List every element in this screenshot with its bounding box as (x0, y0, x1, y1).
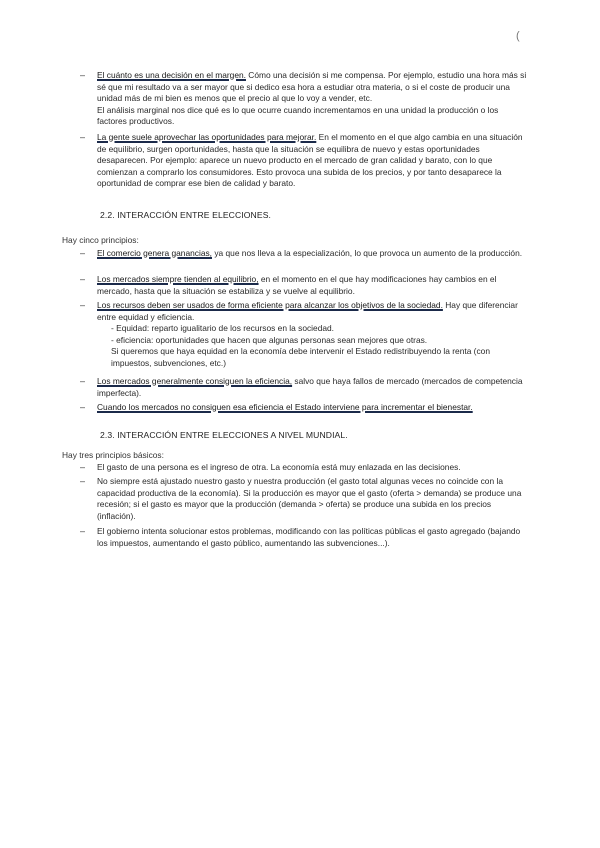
list-item (97, 526, 527, 549)
section-heading: 2.2. INTERACCIÓN ENTRE ELECCIONES. (100, 210, 272, 220)
bullet-dash: – (80, 248, 86, 258)
list-item (97, 70, 527, 128)
list-item (97, 274, 527, 297)
principle-text: en el momento en el que hay modificaciones hay cambios en el mercado, hasta que la situación se estabiliza y se vuelve al equilibrio. (97, 274, 497, 296)
principle-title: No siempre está ajustado nuestro gasto y nuestra producción (97, 476, 326, 486)
bullet-dash: – (80, 70, 86, 80)
corner-mark: ( (516, 30, 520, 42)
section-heading: 2.3. INTERACCIÓN ENTRE ELECCIONES A NIVEL MUNDIAL. (100, 430, 348, 440)
bullet-dash: – (80, 476, 86, 486)
principle-title: La gente suele aprovechar las oportunidades para mejorar. (97, 132, 317, 142)
principle-title: El cuánto es una decisión en el margen. (97, 70, 246, 80)
principle-text: (el gasto total algunas veces no coincide con la capacidad productiva de la economía). Si la producción es mayor que el gasto (oferta > demanda) se produce una recesión; si el gasto es mayor que la producción (demanda > oferta) se produce una subida en los precios (inflación). (97, 476, 522, 521)
principle-text: La economía está muy enlazada en las decisiones. (268, 462, 461, 472)
principle-title: Cuando los mercados no consiguen esa eficiencia el Estado interviene para incrementar el bienestar. (97, 402, 473, 412)
list-item (97, 300, 527, 369)
sub-equidad: - Equidad: reparto igualitario de los recursos en la sociedad. (111, 323, 334, 333)
sub-eficiencia: - eficiencia: oportunidades que hacen que algunas personas sean mejores que otras. (111, 334, 428, 345)
section-intro: Hay cinco principios: (62, 235, 139, 245)
list-item (97, 248, 527, 260)
bullet-dash: – (80, 462, 86, 472)
bullet-dash: – (80, 300, 86, 310)
principle-text: Cómo una decisión si me compensa. Por ejemplo, estudio una hora más si sé que mi resultado va a ser mayor que si dedico esa hora a estudiar otra materia, o si el coste de producir una unidad más de mi bien es menos que el precio al que lo voy a vender, etc. (97, 70, 527, 103)
principle-text: ya que nos lleva a la especialización, lo que provoca un aumento de la producción. (212, 248, 523, 258)
bullet-dash: – (80, 402, 86, 412)
principle-text: Hay que diferenciar entre equidad y eficiencia. (97, 300, 518, 322)
principle-title: El gasto de una persona es el ingreso de otra. (97, 462, 269, 472)
principle-extra: El análisis marginal nos dice qué es lo que ocurre cuando incrementamos en una unidad la producción o los factores productivos. (97, 104, 499, 126)
sub-note: Si queremos que haya equidad en la economía debe intervenir el Estado redistribuyendo la renta (con impuestos, subvenciones, etc.) (111, 346, 490, 368)
list-item (97, 462, 527, 474)
list-item (97, 476, 527, 522)
list-item (97, 132, 527, 190)
list-item (97, 402, 527, 414)
principle-text: salvo que haya fallos de mercado (mercados de competencia imperfecta). (97, 376, 523, 398)
principle-title: El gobierno intenta solucionar estos problemas, (97, 526, 274, 536)
principle-title: Los mercados siempre tienden al equilibrio, (97, 274, 259, 284)
principle-text: modificando con las políticas públicas el gasto agregado (bajando los impuestos, aumentando el gasto público, aumentando las subvenciones...). (97, 526, 521, 548)
principle-text: En el momento en el que algo cambia en una situación de equilibrio, surgen oportunidades, hasta que la situación se equilibra de nuevo y estas oportunidades desaparecen. Por ejemplo: aparece un nuevo producto en el mercado de gran calidad y barato, con lo que comienzan a comprarlo los consumidores. Esto provoca una subida de los precios, y por tanto desaparece la oportunidad de comprar ese bien de calidad y barato. (97, 132, 523, 188)
principle-title: El comercio genera ganancias, (97, 248, 212, 258)
principle-title: Los recursos deben ser usados de forma eficiente para alcanzar los objetivos de la sociedad. (97, 300, 443, 310)
list-item (97, 376, 527, 399)
bullet-dash: – (80, 274, 86, 284)
bullet-dash: – (80, 132, 86, 142)
section-intro: Hay tres principios básicos: (62, 450, 164, 460)
bullet-dash: – (80, 376, 86, 386)
bullet-dash: – (80, 526, 86, 536)
principle-title: Los mercados generalmente consiguen la eficiencia, (97, 376, 293, 386)
